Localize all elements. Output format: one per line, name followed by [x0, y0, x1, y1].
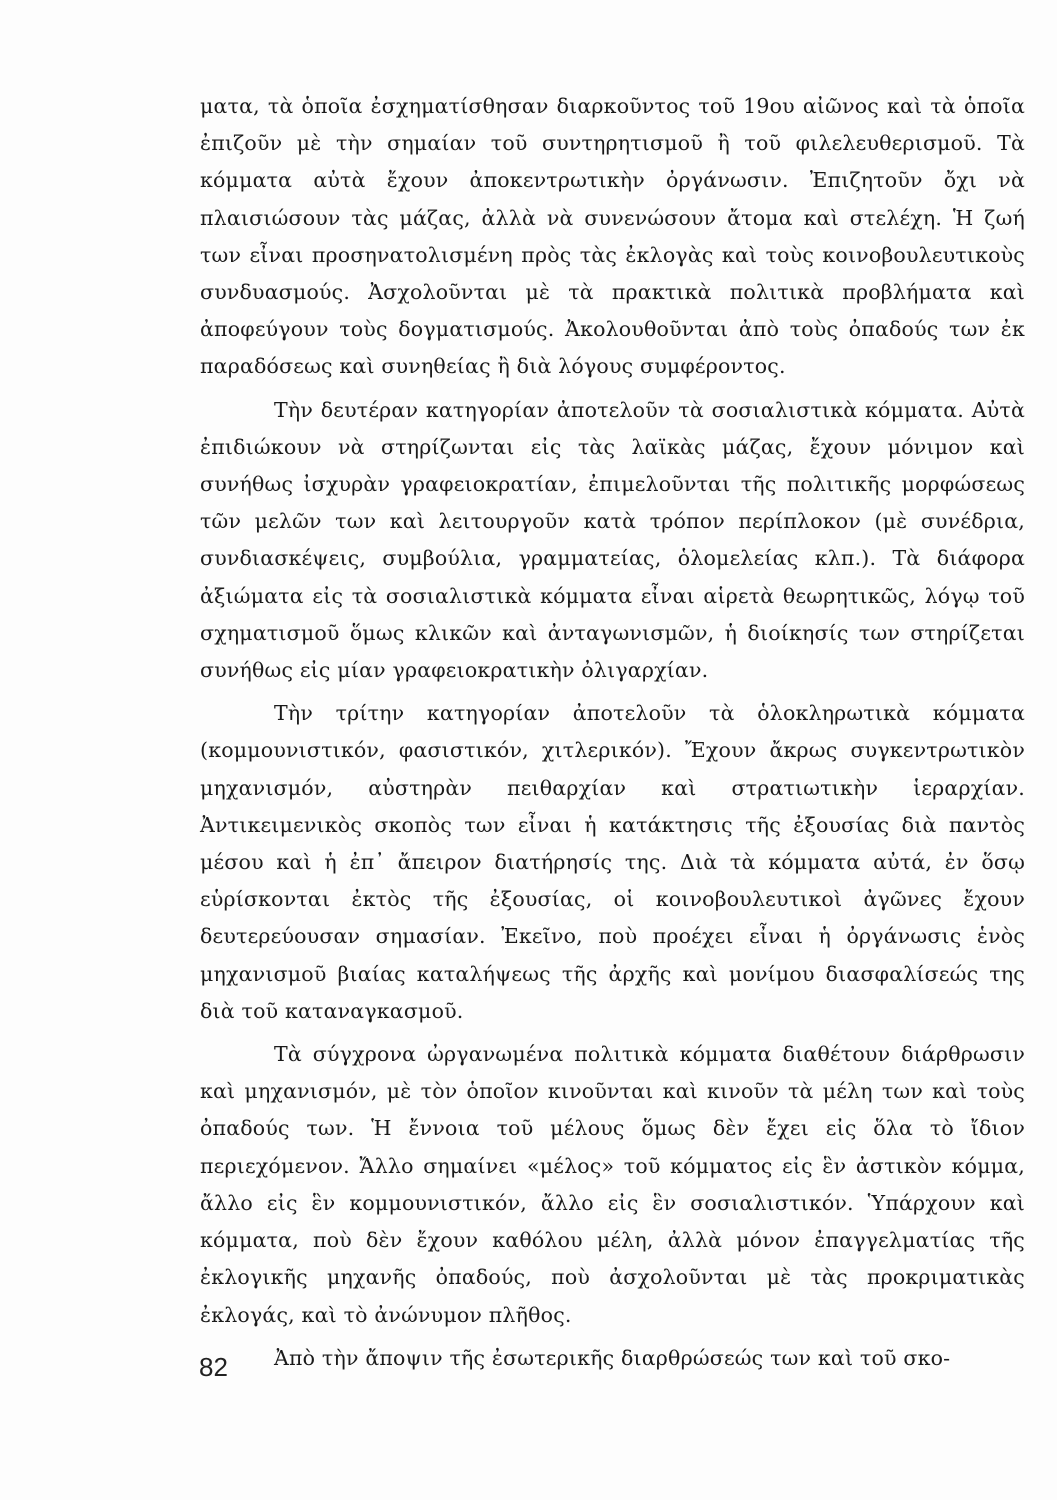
paragraph-4: Τὰ σύγχρονα ὠργανωμένα πολιτικὰ κόμματα διαθέτουν διάρθρωσιν καὶ μηχανισμόν, μὲ τὸν ὁποῖον κινοῦνται καὶ κινοῦν τὰ μέλη των καὶ τοὺς ὀπαδούς των. Ἡ ἔννοια τοῦ μέλους ὅμως δὲν ἔχει εἰς ὅλα τὸ ἴδιον περιεχόμενον. Ἄλλο σημαίνει «μέλος» τοῦ κόμματος εἰς ἓν ἀστικὸν κόμμα, ἄλλο εἰς ἓν κομμουνιστικόν, ἄλλο εἰς ἓν σοσιαλιστικόν. Ὑπάρχουν καὶ κόμματα, ποὺ δὲν ἔχουν καθόλου μέλη, ἀλλὰ μόνον ἐπαγγελματίας τῆς ἐκλογικῆς μηχανῆς ὀπαδούς, ποὺ ἀσχολοῦνται μὲ τὰς προκριματικὰς ἐκλογάς, καὶ τὸ ἀνώνυμον πλῆθος.: [200, 1042, 1025, 1327]
paragraph-1: ματα, τὰ ὁποῖα ἐσχηματίσθησαν διαρκοῦντος τοῦ 19ου αἰῶνος καὶ τὰ ὁποῖα ἐπιζοῦν μὲ τὴν σημαίαν τοῦ συντηρητισμοῦ ἢ τοῦ φιλελευθερισμοῦ. Τὰ κόμματα αὐτὰ ἔχουν ἀποκεντρωτικὴν ὀργάνωσιν. Ἐπιζητοῦν ὄχι νὰ πλαισιώσουν τὰς μάζας, ἀλλὰ νὰ συνενώσουν ἄτομα καὶ στελέχη. Ἡ ζωή των εἶναι προσηνατολισμένη πρὸς τὰς ἐκλογὰς καὶ τοὺς κοινοβουλευτικοὺς συνδυασμούς. Ἀσχολοῦνται μὲ τὰ πρακτικὰ πολιτικὰ προβλήματα καὶ ἀποφεύγουν τοὺς δογματισμούς. Ἀκολουθοῦνται ἀπὸ τοὺς ὀπαδούς των ἐκ παραδόσεως καὶ συνηθείας ἢ διὰ λόγους συμφέροντος.: [200, 94, 1025, 379]
paragraph-5: Ἀπὸ τὴν ἄποψιν τῆς ἐσωτερικῆς διαρθρώσεώς των καὶ τοῦ σκο-: [274, 1345, 951, 1370]
body-text: [200, 88, 1025, 1383]
paragraph-3: Τὴν τρίτην κατηγορίαν ἀποτελοῦν τὰ ὁλοκληρωτικὰ κόμματα (κομμουνιστικόν, φασιστικόν, χιτλερικόν). Ἔχουν ἄκρως συγκεντρωτικὸν μηχανισμόν, αὐστηρὰν πειθαρχίαν καὶ στρατιωτικὴν ἱεραρχίαν. Ἀντικειμενικὸς σκοπὸς των εἶναι ἡ κατάκτησις τῆς ἐξουσίας διὰ παντὸς μέσου καὶ ἡ ἐπ᾿ ἄπειρον διατήρησίς της. Διὰ τὰ κόμματα αὐτά, ἐν ὅσῳ εὑρίσκονται ἐκτὸς τῆς ἐξουσίας, οἱ κοινοβουλευτικοὶ ἀγῶνες ἔχουν δευτερεύουσαν σημασίαν. Ἐκεῖνο, ποὺ προέχει εἶναι ἡ ὀργάνωσις ἑνὸς μηχανισμοῦ βιαίας καταλήψεως τῆς ἀρχῆς καὶ μονίμου διασφαλίσεώς της διὰ τοῦ καταναγκασμοῦ.: [200, 701, 1025, 1023]
page-number: 82: [199, 1352, 228, 1382]
paragraph-2: Τὴν δευτέραν κατηγορίαν ἀποτελοῦν τὰ σοσιαλιστικὰ κόμματα. Αὐτὰ ἐπιδιώκουν νὰ στηρίζωνται εἰς τὰς λαϊκὰς μάζας, ἔχουν μόνιμον καὶ συνήθως ἰσχυρὰν γραφειοκρατίαν, ἐπιμελοῦνται τῆς πολιτικῆς μορφώσεως τῶν μελῶν των καὶ λειτουργοῦν κατὰ τρόπον περίπλοκον (μὲ συνέδρια, συνδιασκέψεις, συμβούλια, γραμματείας, ὁλομελείας κλπ.). Τὰ διάφορα ἀξιώματα εἰς τὰ σοσιαλιστικὰ κόμματα εἶναι αἱρετὰ θεωρητικῶς, λόγῳ τοῦ σχηματισμοῦ ὅμως κλικῶν καὶ ἀνταγωνισμῶν, ἡ διοίκησίς των στηρίζεται συνήθως εἰς μίαν γραφειοκρατικὴν ὀλιγαρχίαν.: [200, 397, 1025, 683]
